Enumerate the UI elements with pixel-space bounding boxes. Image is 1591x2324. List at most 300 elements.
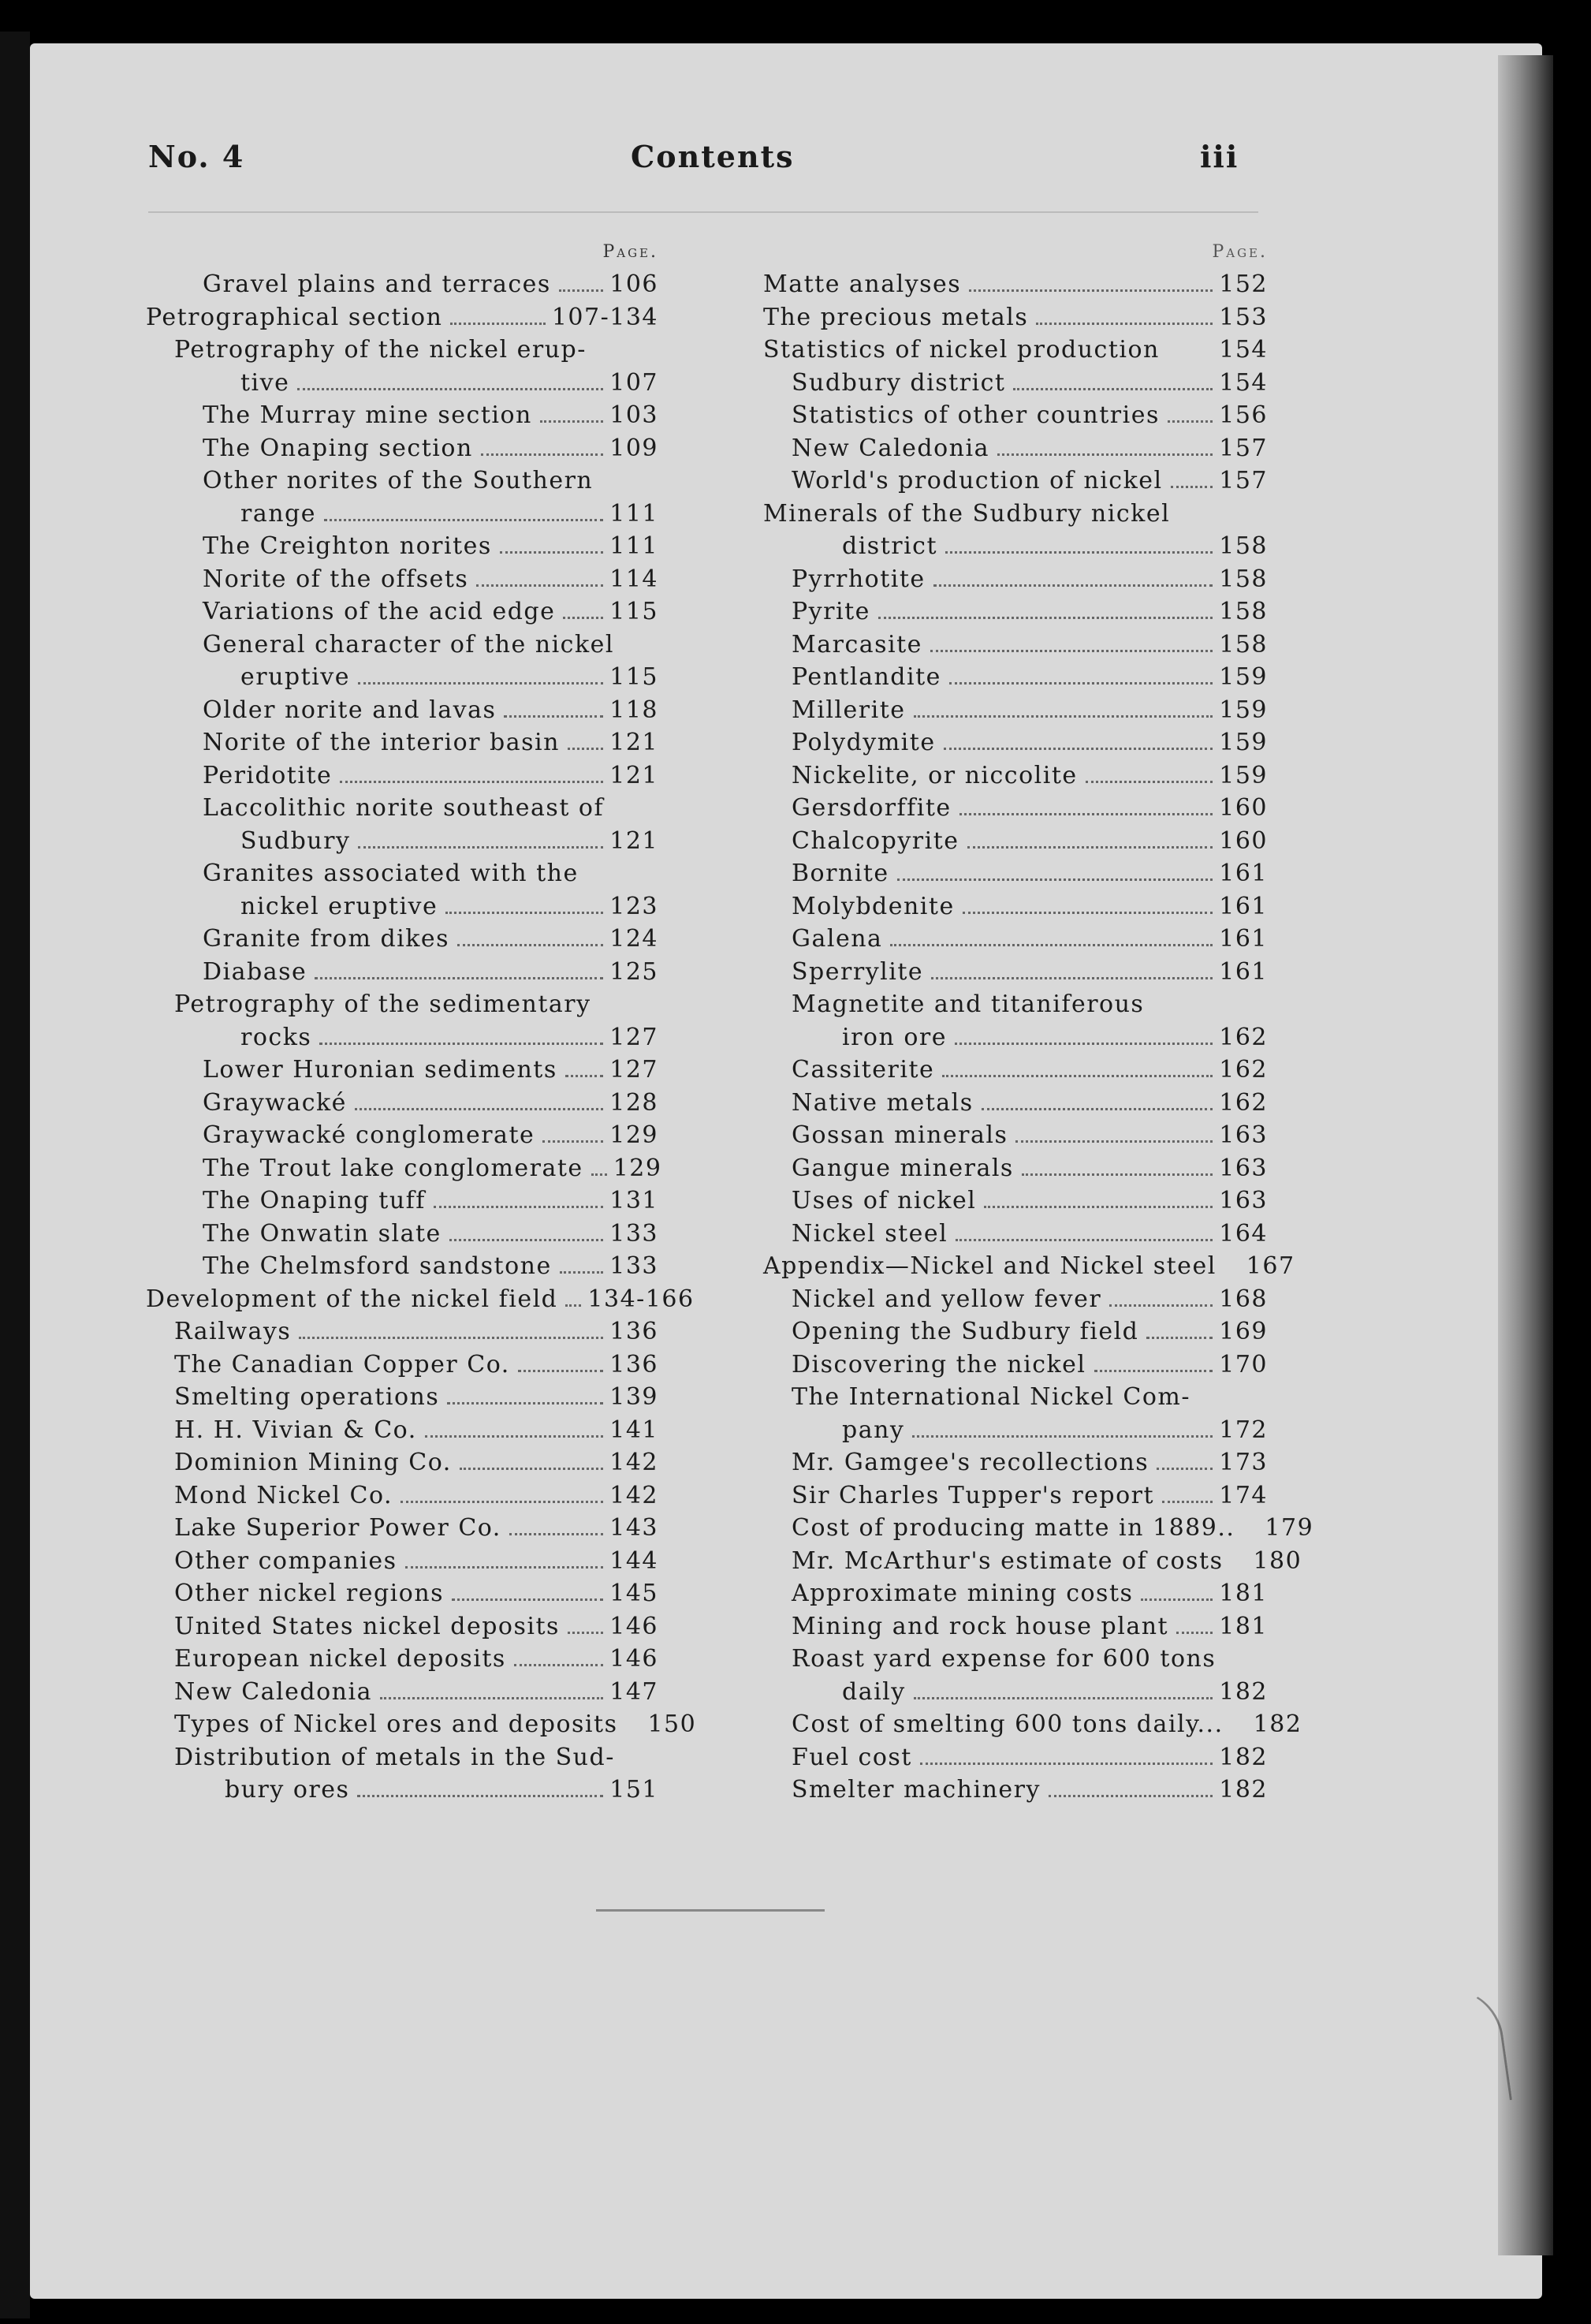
toc-entry [146,1315,658,1349]
toc-entry-page: 158 [1219,565,1268,593]
toc-entry-page: 109 [609,434,658,462]
toc-entry-title: Diabase [203,957,307,986]
toc-entry-title: The Creighton norites [203,532,492,560]
dot-leader [1015,1140,1213,1143]
toc-entry-title: daily [842,1677,906,1706]
toc-entry-page: 150 [647,1710,697,1738]
toc-entry [763,367,1268,400]
toc-entry-title: bury ores [225,1776,350,1804]
toc-entry-title: Railways [174,1318,292,1345]
dot-leader [956,1239,1213,1241]
toc-entry-page: 106 [609,270,658,298]
toc-entry-title: Smelter machinery [792,1776,1041,1804]
toc-entry-page: 131 [609,1187,658,1214]
toc-entry-title: Galena [792,925,883,953]
toc-entry-page: 144 [609,1546,658,1575]
toc-entry-page: 159 [1219,696,1268,724]
toc-entry-title: General character of the nickel [203,630,614,658]
toc-entry-page: 136 [609,1350,658,1378]
toc-entry-page: 181 [1219,1612,1268,1640]
dot-leader [518,1370,603,1372]
toc-entry [763,1021,1268,1054]
toc-entry [146,890,658,923]
toc-entry-title: Magnetite and titaniferous [792,990,1145,1018]
dot-leader [500,551,603,554]
toc-entry-page: 133 [609,1252,658,1280]
toc-entry [146,1349,658,1382]
toc-entry-title: Pyrrhotite [792,565,926,593]
toc-entry-title: Statistics of nickel production [763,336,1160,364]
toc-entry-title: Native metals [792,1088,974,1117]
toc-entry-title: Bornite [792,860,889,887]
toc-entry-title: Polydymite [792,729,936,756]
toc-entry [146,1741,658,1774]
dot-leader [315,977,603,979]
toc-entry-title: Mr. Gamgee's recollections [792,1449,1149,1476]
toc-entry-page: 163 [1219,1154,1268,1182]
toc-entry-title: Sudbury district [792,368,1006,397]
toc-entry [763,694,1268,727]
toc-entry [146,1184,658,1218]
dot-leader [930,650,1213,652]
toc-entry-page: 129 [609,1121,658,1149]
toc-entry-page: 161 [1219,892,1268,920]
toc-entry [146,1708,697,1741]
dot-leader [912,1435,1213,1438]
header-rule [148,211,1258,213]
toc-entry-title: Sperrylite [792,957,924,986]
toc-entry-page: 103 [609,401,658,429]
toc-entry [763,661,1268,694]
dot-leader [1176,1632,1213,1634]
dot-leader [319,1043,603,1045]
toc-entry [763,563,1268,596]
toc-entry [763,301,1268,334]
dot-leader [1036,323,1213,325]
dot-leader [481,453,603,456]
toc-entry [763,1446,1268,1479]
toc-entry-page: 172 [1219,1416,1268,1444]
toc-entry-title: Marcasite [792,630,922,658]
page-column-label: Page. [1212,242,1268,262]
toc-entry [763,726,1268,759]
dot-leader [914,715,1213,718]
toc-entry [146,1054,658,1087]
toc-entry-title: Uses of nickel [792,1187,977,1214]
toc-entry [763,825,1268,858]
toc-entry-page: 170 [1219,1350,1268,1378]
toc-entry-title: Other norites of the Southern [203,467,594,494]
dot-leader [982,1108,1213,1110]
dot-leader [1013,388,1213,390]
page-header [0,139,1591,186]
toc-entry-page: 129 [613,1154,662,1182]
dot-leader [559,289,603,292]
dot-leader [447,1402,603,1404]
toc-entry [763,1512,1314,1545]
toc-entry-title: H. H. Vivian & Co. [174,1416,417,1444]
toc-entry [763,1054,1268,1087]
toc-entry [146,1152,662,1185]
toc-entry-page: 143 [609,1514,658,1542]
dot-leader [380,1697,603,1699]
dot-leader [1162,1501,1213,1503]
toc-entry-page: 107-134 [551,303,658,331]
toc-entry-page: 158 [1219,598,1268,625]
toc-entry [146,726,658,759]
toc-entry-title: The International Nickel Com- [792,1383,1191,1411]
toc-entry-title: Pentlandite [792,663,941,691]
toc-entry-title: The Trout lake conglomerate [203,1154,583,1182]
toc-entry-title: Graywacké [203,1088,347,1117]
toc-entry-page: 161 [1219,957,1268,986]
toc-entry-title: Peridotite [203,761,333,789]
toc-entry-title: Other nickel regions [174,1580,445,1607]
dot-leader [945,551,1213,554]
toc-entry-page: 139 [609,1383,658,1411]
dot-leader [357,1795,603,1797]
toc-entry-page: 146 [609,1645,658,1673]
toc-entry-title: Approximate mining costs [792,1580,1134,1607]
toc-entry-title: Sudbury [240,826,351,855]
toc-entry [146,1087,658,1120]
book-page-edge [1498,55,1553,2255]
toc-entry [146,857,658,890]
toc-entry [146,1643,658,1676]
toc-entry [763,759,1268,793]
toc-entry-title: Norite of the interior basin [203,729,560,756]
toc-entry [146,1774,658,1807]
toc-entry-title: Sir Charles Tupper's report [792,1481,1155,1509]
toc-entry-page: 121 [609,729,658,756]
toc-entry [146,792,658,825]
toc-entry [146,498,658,531]
toc-entry-title: Chalcopyrite [792,826,959,855]
dot-leader [514,1664,603,1666]
toc-entry-page: 157 [1219,467,1268,494]
toc-entry-page: 121 [609,761,658,789]
toc-entry-title: New Caledonia [792,434,989,462]
toc-entry-title: Gangue minerals [792,1154,1014,1182]
dot-leader [509,1533,603,1535]
toc-entry [763,1349,1268,1382]
toc-entry [763,857,1268,890]
toc-entry [763,1283,1268,1316]
toc-entry-title: Molybdenite [792,892,955,920]
toc-entry [146,759,658,793]
toc-entry-page: 124 [609,925,658,953]
page-number: iii [1200,139,1239,174]
toc-entry-page: 127 [609,1023,658,1051]
toc-entry [146,1218,658,1251]
toc-entry [146,268,658,301]
dot-leader [340,781,603,783]
dot-leader [460,1468,603,1470]
toc-entry-title: United States nickel deposits [174,1612,560,1640]
dot-leader [450,323,545,325]
toc-entry-title: Roast yard expense for 600 tons [792,1645,1217,1673]
dot-leader [449,1239,603,1241]
toc-entry [146,1676,658,1709]
toc-entry [146,563,658,596]
dot-leader [1171,486,1213,488]
toc-entry [146,1414,658,1447]
toc-entry-page: 157 [1219,434,1268,462]
toc-entry [763,988,1268,1021]
toc-entry-page: 127 [609,1056,658,1084]
toc-entry [146,1283,695,1316]
toc-entry-page: 182 [1219,1743,1268,1771]
dot-leader [358,846,603,849]
toc-entry-title: Mining and rock house plant [792,1612,1169,1640]
toc-entry-page: 142 [609,1449,658,1476]
toc-entry [763,399,1268,432]
dot-leader [560,1271,604,1274]
toc-entry-page: 169 [1219,1318,1268,1345]
dot-leader [1109,1304,1213,1307]
dot-leader [1086,781,1213,783]
dot-leader [568,748,603,750]
toc-entry-title: Fuel cost [792,1743,912,1771]
toc-entry-page: 107 [609,368,658,397]
toc-entry [763,1774,1268,1807]
toc-entry-page: 163 [1219,1187,1268,1214]
toc-entry-title: The precious metals [763,303,1029,331]
toc-entry-page: 179 [1265,1514,1314,1542]
dot-leader [878,617,1213,619]
toc-entry [146,1545,658,1578]
dot-leader [949,682,1213,685]
toc-entry-title: Gossan minerals [792,1121,1008,1149]
dot-leader [563,617,603,619]
toc-entry-title: tive [240,368,290,397]
toc-entry-page: 182 [1253,1710,1302,1738]
toc-entry [146,1250,658,1283]
dot-leader [565,1075,603,1077]
dot-leader [931,977,1213,979]
toc-entry [146,432,658,465]
dot-leader [504,715,603,718]
toc-entry [146,1381,658,1414]
dot-leader [1141,1598,1213,1601]
dot-leader [1168,420,1213,423]
dot-leader [355,1108,603,1110]
toc-entry-page: 154 [1219,336,1268,364]
toc-entry-page: 152 [1219,270,1268,298]
dot-leader [405,1566,604,1569]
toc-entry-page: 133 [609,1219,658,1248]
toc-entry-title: Laccolithic norite southeast of [203,794,605,822]
toc-entry-title: pany [842,1416,905,1444]
toc-entry [763,268,1268,301]
dot-leader [1094,1370,1213,1372]
toc-entry-page: 160 [1219,794,1268,822]
toc-entry-title: Granite from dikes [203,925,450,953]
toc-entry [763,1119,1268,1152]
toc-entry [763,464,1268,498]
toc-entry-title: Other companies [174,1546,397,1575]
toc-entry [146,1021,658,1054]
toc-entry-title: Nickelite, or niccolite [792,761,1078,789]
scan-border-left [0,32,30,2318]
toc-entry [146,661,658,694]
toc-entry-title: Distribution of metals in the Sud- [174,1743,615,1771]
page-title: Contents [631,139,795,174]
toc-entry-title: Millerite [792,696,906,724]
dot-leader [942,1075,1213,1077]
toc-entry-page: 159 [1219,761,1268,789]
toc-entry-title: Cost of smelting 600 tons daily... [792,1710,1224,1738]
toc-entry-page: 128 [609,1088,658,1117]
dot-leader [434,1206,603,1208]
toc-entry-page: 154 [1219,368,1268,397]
toc-entry [146,988,658,1021]
dot-leader [445,912,603,914]
dot-leader [897,878,1213,881]
toc-entry-page: 182 [1219,1776,1268,1804]
dot-leader [457,944,603,946]
dot-leader [955,1043,1213,1045]
toc-entry-title: New Caledonia [174,1677,372,1706]
toc-entry-page: 147 [609,1677,658,1706]
toc-entry-page: 162 [1219,1023,1268,1051]
toc-entry-title: Variations of the acid edge [203,598,556,625]
toc-entry-page: 174 [1219,1481,1268,1509]
toc-entry-page: 167 [1246,1252,1295,1280]
toc-entry-page: 182 [1219,1677,1268,1706]
toc-entry-title: European nickel deposits [174,1645,506,1673]
toc-entry [763,334,1268,367]
toc-entry [763,629,1268,662]
toc-entry [146,923,658,956]
toc-entry-page: 159 [1219,729,1268,756]
dot-leader [299,1337,603,1339]
toc-entry-title: Gravel plains and terraces [203,270,551,298]
toc-entry-title: The Canadian Copper Co. [174,1350,510,1378]
toc-entry [763,1414,1268,1447]
contents-column-right [763,237,1314,1807]
toc-entry-title: Opening the Sudbury field [792,1318,1139,1345]
toc-entry [763,1184,1268,1218]
toc-entry-title: iron ore [842,1023,948,1051]
dot-leader [540,420,603,423]
toc-entry [146,825,658,858]
dot-leader [933,584,1213,587]
dot-leader [963,912,1213,914]
toc-entry [763,1381,1268,1414]
toc-entry-page: 136 [609,1318,658,1345]
toc-entry-title: Norite of the offsets [203,565,469,593]
toc-entry [763,1250,1295,1283]
toc-entry-title: Nickel and yellow fever [792,1285,1102,1313]
toc-entry-page: 158 [1219,630,1268,658]
toc-entry [763,595,1268,629]
toc-entry-title: Lake Superior Power Co. [174,1514,501,1542]
toc-entry-page: 156 [1219,401,1268,429]
toc-entry-page: 181 [1219,1580,1268,1607]
toc-entry-title: district [842,532,938,560]
toc-entry-page: 151 [609,1776,658,1804]
toc-entry-title: The Onwatin slate [203,1219,442,1248]
toc-entry-page: 164 [1219,1219,1268,1248]
toc-entry-title: Older norite and lavas [203,696,497,724]
toc-entry-page: 146 [609,1612,658,1640]
toc-entry-title: Types of Nickel ores and deposits [174,1710,618,1738]
toc-entry-title: Development of the nickel field [146,1285,558,1313]
toc-entry-title: Granites associated with the [203,860,579,887]
toc-entry-title: Cost of producing matte in 1889.. [792,1514,1235,1542]
toc-entry [146,334,658,367]
toc-entry [146,1446,658,1479]
closing-rule [596,1909,825,1912]
toc-entry [763,1315,1268,1349]
toc-entry [763,530,1268,563]
toc-entry-title: eruptive [240,663,350,691]
toc-entry-page: 134-166 [587,1285,695,1313]
toc-entry [146,464,658,498]
toc-entry-title: Statistics of other countries [792,401,1160,429]
dot-leader [324,519,603,521]
dot-leader [944,748,1213,750]
toc-entry-title: Minerals of the Sudbury nickel [763,499,1171,528]
toc-entry [763,890,1268,923]
contents-column-left [146,237,697,1807]
toc-entry-page: 153 [1219,303,1268,331]
dot-leader [358,682,603,685]
dot-leader [476,584,603,587]
toc-entry-page: 160 [1219,826,1268,855]
toc-entry [763,956,1268,989]
toc-entry-title: World's production of nickel [792,467,1163,494]
toc-entry [763,498,1268,531]
toc-entry-page: 125 [609,957,658,986]
toc-entry-title: The Onaping section [203,434,473,462]
toc-entry-page: 111 [609,532,658,560]
toc-entry-title: Discovering the nickel [792,1350,1086,1378]
dot-leader [1049,1795,1213,1797]
toc-entry-page: 159 [1219,663,1268,691]
toc-entry [763,1610,1268,1643]
toc-entry-title: Petrography of the nickel erup- [174,336,587,364]
toc-entry [763,923,1268,956]
toc-entry [146,367,658,400]
toc-entry-page: 173 [1219,1449,1268,1476]
dot-leader [959,813,1213,815]
toc-entry [146,1512,658,1545]
toc-entry-page: 118 [609,696,658,724]
dot-leader [297,388,603,390]
toc-entry-page: 141 [609,1416,658,1444]
dot-leader [452,1598,603,1601]
toc-entry-page: 142 [609,1481,658,1509]
toc-entry-title: Appendix—Nickel and Nickel steel [763,1252,1217,1280]
toc-entry [763,432,1268,465]
toc-entry-title: Gersdorffite [792,794,952,822]
toc-entry-title: Lower Huronian sediments [203,1056,557,1084]
toc-entry-page: 162 [1219,1088,1268,1117]
toc-entry [763,792,1268,825]
toc-entry [146,301,658,334]
issue-number: No. 4 [148,139,245,174]
toc-entry-page: 168 [1219,1285,1268,1313]
toc-entry-page: 180 [1253,1546,1302,1575]
dot-leader [984,1206,1213,1208]
toc-entry [763,1087,1268,1120]
toc-entry-title: Nickel steel [792,1219,948,1248]
dot-leader [1022,1173,1213,1176]
toc-entry-title: Graywacké conglomerate [203,1121,535,1149]
dot-leader [997,453,1213,456]
